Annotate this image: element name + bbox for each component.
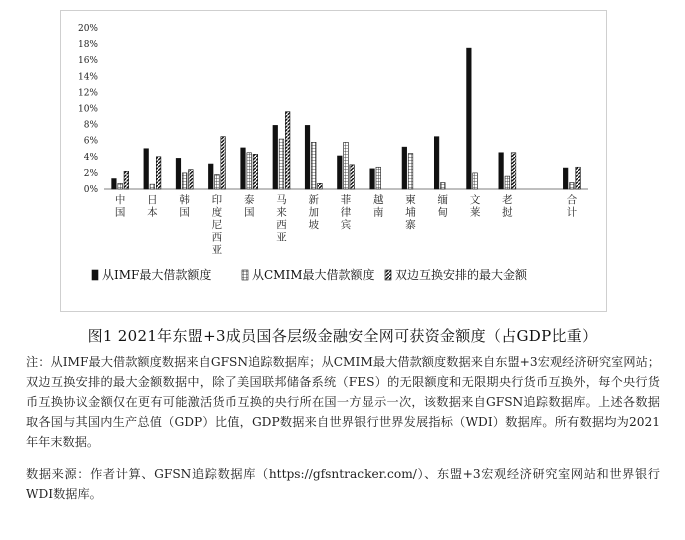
- y-tick-label: 2%: [83, 168, 98, 179]
- bar-grid: [150, 184, 155, 189]
- bar-hatch: [189, 170, 194, 189]
- y-tick-label: 14%: [77, 72, 98, 83]
- category-label: 柬埔寨: [405, 194, 416, 231]
- y-tick-label: 6%: [83, 136, 98, 147]
- y-tick-label: 10%: [77, 104, 98, 115]
- category-label: 马来西亚: [276, 194, 287, 244]
- bar-grid: [182, 173, 187, 189]
- bar-hatch: [576, 167, 581, 189]
- category-label: 泰国: [243, 194, 255, 219]
- y-tick-label: 4%: [83, 152, 98, 163]
- category-label: 越南: [373, 194, 384, 219]
- bar-solid: [241, 148, 246, 189]
- legend-swatch: [242, 270, 248, 280]
- category-label: 日本: [147, 194, 158, 219]
- bar-grid: [215, 175, 220, 189]
- bar-solid: [467, 48, 472, 189]
- bar-grid: [473, 173, 478, 189]
- bar-chart: [60, 10, 605, 310]
- bar-grid: [344, 142, 349, 189]
- bar-grid: [376, 167, 381, 189]
- y-tick-label: 8%: [83, 120, 98, 131]
- category-label: 文莱: [469, 194, 481, 219]
- bar-solid: [370, 169, 375, 189]
- category-label: 菲律宾: [340, 194, 352, 231]
- bar-hatch: [285, 112, 290, 189]
- bar-hatch: [350, 165, 355, 189]
- bars-group: [112, 48, 581, 189]
- bar-hatch: [156, 157, 161, 189]
- bar-hatch: [124, 171, 129, 189]
- category-label: 缅甸: [437, 194, 449, 219]
- bar-solid: [402, 147, 407, 189]
- legend-swatch: [92, 270, 98, 280]
- bar-solid: [338, 156, 343, 189]
- bar-grid: [570, 183, 575, 189]
- y-tick-label: 0%: [83, 185, 98, 195]
- category-label: 中国: [114, 194, 126, 219]
- legend: [92, 267, 528, 282]
- category-labels: [115, 193, 578, 256]
- category-label: 合计: [566, 194, 578, 219]
- bar-grid: [247, 153, 252, 189]
- legend-label: 从CMIM最大借款额度: [252, 268, 375, 282]
- bar-solid: [434, 137, 439, 189]
- bar-solid: [273, 125, 278, 189]
- bar-solid: [499, 153, 504, 189]
- bar-grid: [505, 176, 510, 189]
- bar-grid: [441, 183, 446, 189]
- bar-grid: [311, 142, 316, 189]
- bar-solid: [176, 158, 181, 189]
- category-label: 印度尼西亚: [211, 194, 223, 256]
- bar-hatch: [511, 153, 516, 189]
- bar-solid: [112, 179, 117, 189]
- data-source-note: 数据来源：作者计算、GFSN追踪数据库（https://gfsntracker.com/）、东盟+3宏观经济研究室网站和世界银行WDI数据库。: [26, 467, 660, 501]
- legend-swatch: [385, 270, 391, 280]
- bar-grid: [408, 154, 413, 189]
- bar-hatch: [221, 137, 226, 189]
- y-tick-label: 20%: [77, 24, 98, 34]
- bar-solid: [563, 168, 568, 189]
- bar-solid: [208, 164, 213, 189]
- y-tick-label: 16%: [77, 56, 98, 67]
- bar-solid: [305, 125, 310, 189]
- legend-label: 双边互换安排的最大金额: [395, 268, 528, 282]
- bar-hatch: [318, 183, 323, 189]
- category-label: 韩国: [179, 194, 190, 219]
- bar-grid: [118, 183, 123, 189]
- legend-label: 从IMF最大借款额度: [102, 268, 212, 282]
- category-label: 新加坡: [308, 194, 319, 231]
- category-label: 老挝: [502, 194, 513, 219]
- figure-caption: 图1 2021年东盟+3成员国各层级金融安全网可获资金额度（占GDP比重）: [87, 327, 598, 345]
- y-tick-label: 18%: [77, 40, 98, 51]
- bar-grid: [279, 139, 284, 189]
- y-tick-label: 12%: [77, 88, 98, 99]
- bar-solid: [144, 149, 149, 189]
- bar-hatch: [253, 154, 258, 189]
- figure-note: 注：从IMF最大借款额度数据来自GFSN追踪数据库；从CMIM最大借款额度数据来自东盟+3宏观经济研究室网站；双边互换安排的最大金额数据中，除了美国联邦储备系统（FES）的无限额度和无限期央行货币互换外，每个央行货币互换协议金额仅在更有可能激活货币互换的央行所在国一方显示一次，该数据来自GFSN追踪数据库。上述各数据取各国与其国内生产总值（GDP）比值，GDP数据来自世界银行世界发展指标（WDI）数据库。所有数据均为2021年年末数据。: [26, 355, 660, 449]
